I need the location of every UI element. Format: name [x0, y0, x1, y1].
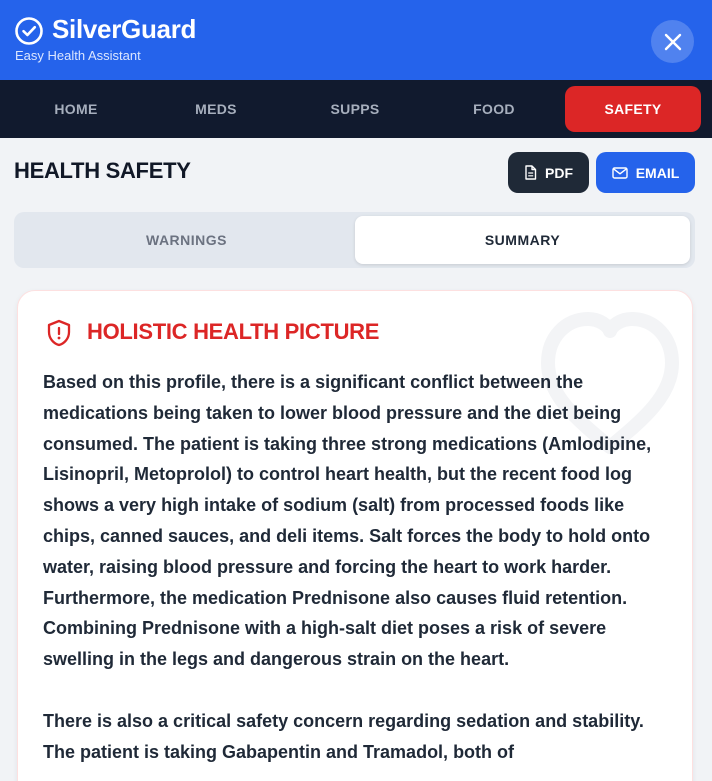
nav-item-safety[interactable]: SAFETY: [565, 86, 701, 132]
email-button-label: EMAIL: [635, 164, 680, 181]
pdf-button[interactable]: [508, 152, 589, 193]
nav-item-food[interactable]: FOOD: [473, 101, 515, 117]
shield-alert-icon: [46, 319, 72, 347]
app-title: SilverGuard: [52, 14, 197, 44]
summary-paragraph: There is also a critical safety concern regarding sedation and stability. The patient is taking Gabapentin and Tramadol, both of: [43, 710, 644, 762]
nav-item-home[interactable]: HOME: [54, 101, 98, 117]
summary-card: [17, 290, 693, 781]
check-circle-icon: [14, 16, 44, 46]
app-header: [0, 0, 712, 80]
app-subtitle: Easy Health Assistant: [15, 48, 141, 63]
page-title: HEALTH SAFETY: [14, 158, 191, 183]
nav-item-supps[interactable]: SUPPS: [330, 101, 380, 117]
summary-paragraph: Based on this profile, there is a significant conflict between the medications being taken to lower blood pressure and the diet being consumed. The patient is taking three strong medications (Amlodipine, Lisinopril, Metoprolol) to control heart health, but the recent food log shows a very high intake of sodium (salt) from processed foods like chips, canned sauces, and deli items. Salt forces the body to hold onto water, raising blood pressure and forcing the heart to work harder. Furthermore, the medication Prednisone also causes fluid retention. Combining Prednisone with a high-salt diet poses a risk of severe swelling in the legs and dangerous strain on the heart.: [43, 372, 652, 670]
main-nav: [0, 80, 712, 138]
pdf-button-label: PDF: [545, 164, 573, 181]
view-tabs: [14, 212, 695, 268]
tab-warnings[interactable]: WARNINGS: [146, 232, 227, 248]
card-body: [43, 367, 678, 767]
card-title: HOLISTIC HEALTH PICTURE: [87, 319, 380, 344]
mail-icon: [612, 167, 628, 179]
tab-summary[interactable]: SUMMARY: [355, 216, 690, 264]
document-icon: [524, 165, 537, 180]
close-icon: [664, 33, 682, 51]
nav-item-meds[interactable]: MEDS: [195, 101, 237, 117]
close-button[interactable]: [651, 20, 694, 63]
email-button[interactable]: [596, 152, 695, 193]
